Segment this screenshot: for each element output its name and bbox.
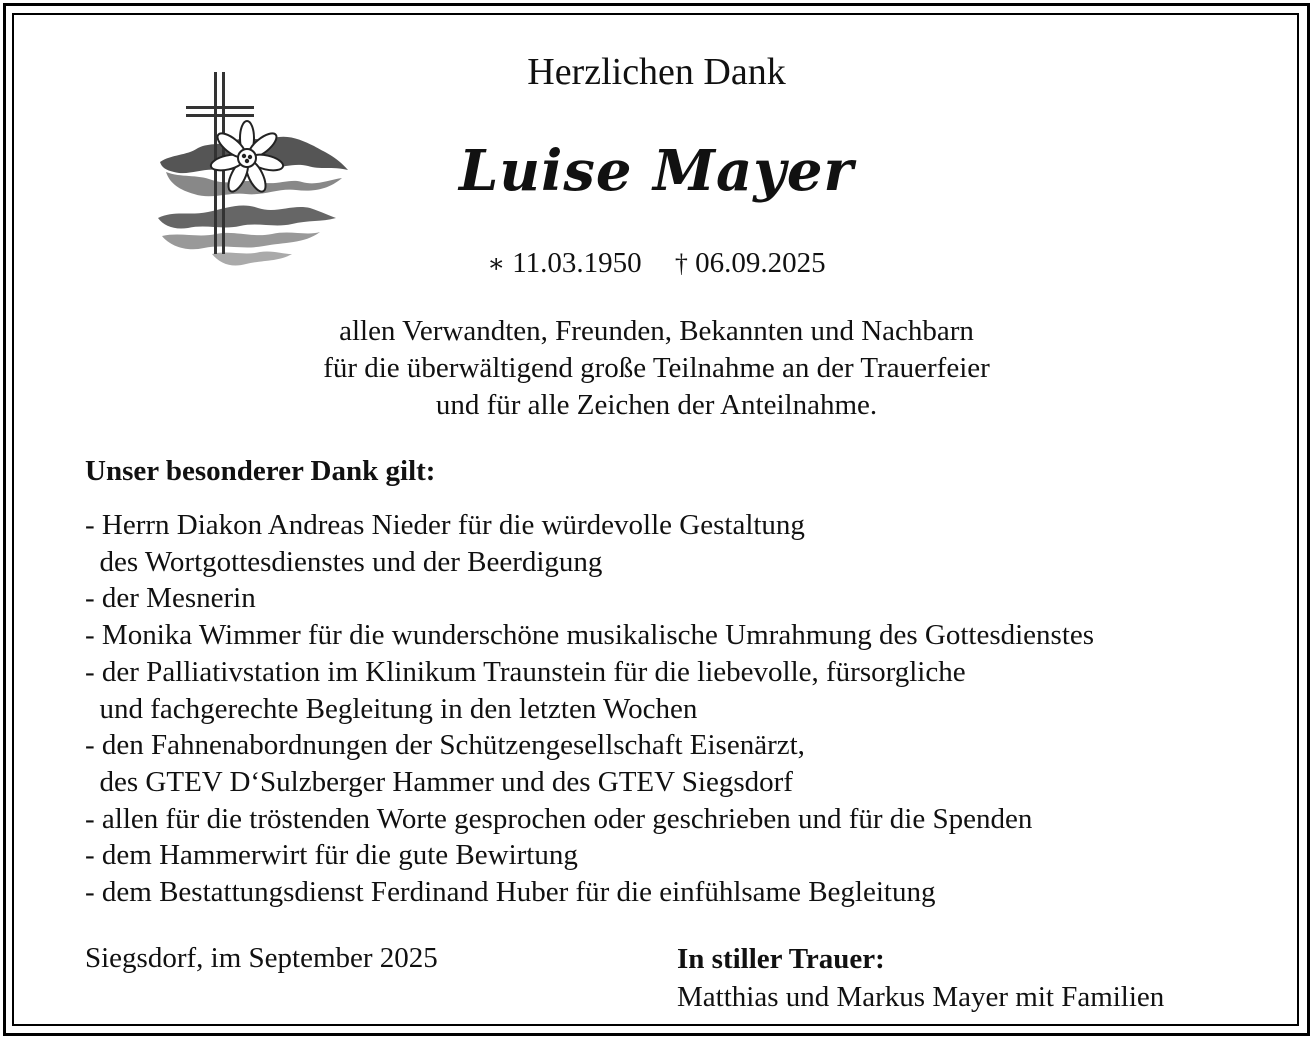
list-item: - dem Hammerwirt für die gute Bewirtung <box>85 839 578 872</box>
thanks-line: und für alle Zeichen der Anteilnahme. <box>435 389 878 421</box>
death-symbol: † <box>674 249 688 278</box>
deceased-name: Luise Mayer <box>459 138 854 204</box>
thanks-paragraph <box>0 313 1313 424</box>
list-item: - der Palliativstation im Klinikum Traunstein für die liebevolle, fürsorgliche <box>85 655 966 688</box>
list-item: des GTEV D‘Sulzberger Hammer und des GTEV Siegsdorf <box>85 765 793 798</box>
list-item: - den Fahnenabordnungen der Schützengesellschaft Eisenärzt, <box>85 729 805 762</box>
life-dates <box>0 246 1313 281</box>
thanks-line: allen Verwandten, Freunden, Bekannten und Nachbarn <box>339 315 974 347</box>
place-date: Siegsdorf, im September 2025 <box>85 942 438 974</box>
mourning-label: In stiller Trauer: <box>677 943 885 975</box>
birth-symbol: ∗ <box>487 249 505 278</box>
list-item: des Wortgottesdienstes und der Beerdigung <box>85 545 603 578</box>
birth-date: 11.03.1950 <box>512 247 642 279</box>
thanks-line: für die überwältigend große Teilnahme an der Trauerfeier <box>323 352 990 384</box>
list-item: - der Mesnerin <box>85 582 256 615</box>
list-item: - Monika Wimmer für die wunderschöne musikalische Umrahmung des Gottesdienstes <box>85 619 1095 652</box>
mourners-names: Matthias und Markus Mayer mit Familien <box>677 981 1165 1013</box>
mourners-block <box>677 940 1164 1016</box>
list-item: - Herrn Diakon Andreas Nieder für die würdevolle Gestaltung <box>85 509 805 541</box>
list-item: - allen für die tröstenden Worte gesprochen oder geschrieben und für die Spenden <box>85 802 1033 835</box>
special-thanks-title: Unser besonderer Dank gilt: <box>85 455 436 487</box>
death-date: 06.09.2025 <box>695 247 826 279</box>
special-thanks-list <box>85 507 1094 911</box>
heading: Herzlichen Dank <box>527 51 786 93</box>
list-item: und fachgerechte Begleitung in den letzten Wochen <box>85 692 698 725</box>
list-item: - dem Bestattungsdienst Ferdinand Huber für die einfühlsame Begleitung <box>85 876 936 909</box>
